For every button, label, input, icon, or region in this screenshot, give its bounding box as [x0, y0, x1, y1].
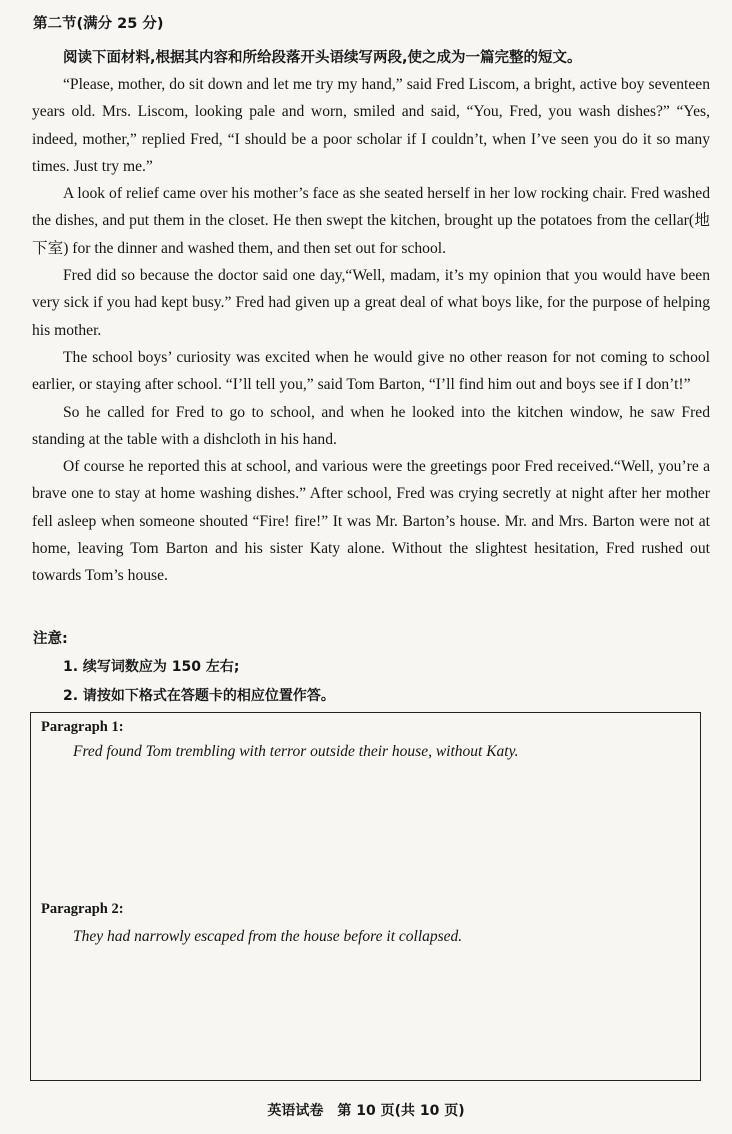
page-footer: 英语试卷 第 10 页(共 10 页) — [267, 1103, 465, 1119]
passage-paragraph: Of course he reported this at school, and various were the greetings poor Fred received.“Well, you’re a brave one to stay at home washing dishes.” After school, Fred was crying secretly at night after her mother fell asleep when someone shouted “Fire! fire!” It was Mr. Barton’s house. Mr. and Mrs. Barton were not at home, leaving Tom Barton and his sister Katy alone. Without the slightest hesitation, Fred rushed out towards Tom’s house. — [32, 458, 710, 585]
passage-paragraph: “Please, mother, do sit down and let me try my hand,” said Fred Liscom, a bright, active boy seventeen years old. Mrs. Liscom, looking pale and worn, smiled and said, “You, Fred, you wash dishes?” “Yes, indeed, mother,” replied Fred, “I should be a poor scholar if I couldn’t, when I’ve seen you do it so many times. Just try me.” — [32, 76, 710, 175]
passage-paragraph: The school boys’ curiosity was excited when he would give no other reason for not coming to school earlier, or staying after school. “I’ll tell you,” said Tom Barton, “I’ll find him out and boys see if I don’t!” — [32, 348, 710, 394]
paragraph-1-opening: Fred found Tom trembling with terror outside their house, without Katy. — [73, 743, 519, 760]
task-instruction: 阅读下面材料,根据其内容和所给段落开头语续写两段,使之成为一篇完整的短文。 — [63, 50, 582, 66]
paragraph-2-opening: They had narrowly escaped from the house before it collapsed. — [73, 928, 463, 945]
notes-title: 注意: — [33, 631, 68, 647]
passage-paragraph: So he called for Fred to go to school, and when he looked into the kitchen window, he saw Fred standing at the table with a dishcloth in his hand. — [32, 403, 710, 448]
section-title: 第二节(满分 25 分) — [33, 16, 164, 32]
reading-passage — [32, 71, 710, 590]
passage-paragraph: Fred did so because the doctor said one day,“Well, madam, it’s my opinion that you would have been very sick if you had kept busy.” Fred had given up a great deal of what boys like, for the purpose of helping his mother. — [32, 267, 710, 339]
passage-paragraph: A look of relief came over his mother’s face as she seated herself in her low rocking chair. Fred washed the dishes, and put them in the closet. He then swept the kitchen, brought up the potatoes from the cellar(地下室) for the dinner and washed them, and then set out for school. — [32, 185, 710, 257]
answer-box — [30, 712, 701, 1081]
note-item-word-count: 1. 续写词数应为 150 左右; — [63, 659, 240, 675]
paragraph-2-label: Paragraph 2: — [41, 901, 124, 917]
paragraph-1-label: Paragraph 1: — [41, 719, 124, 735]
note-item-format: 2. 请按如下格式在答题卡的相应位置作答。 — [63, 688, 335, 704]
